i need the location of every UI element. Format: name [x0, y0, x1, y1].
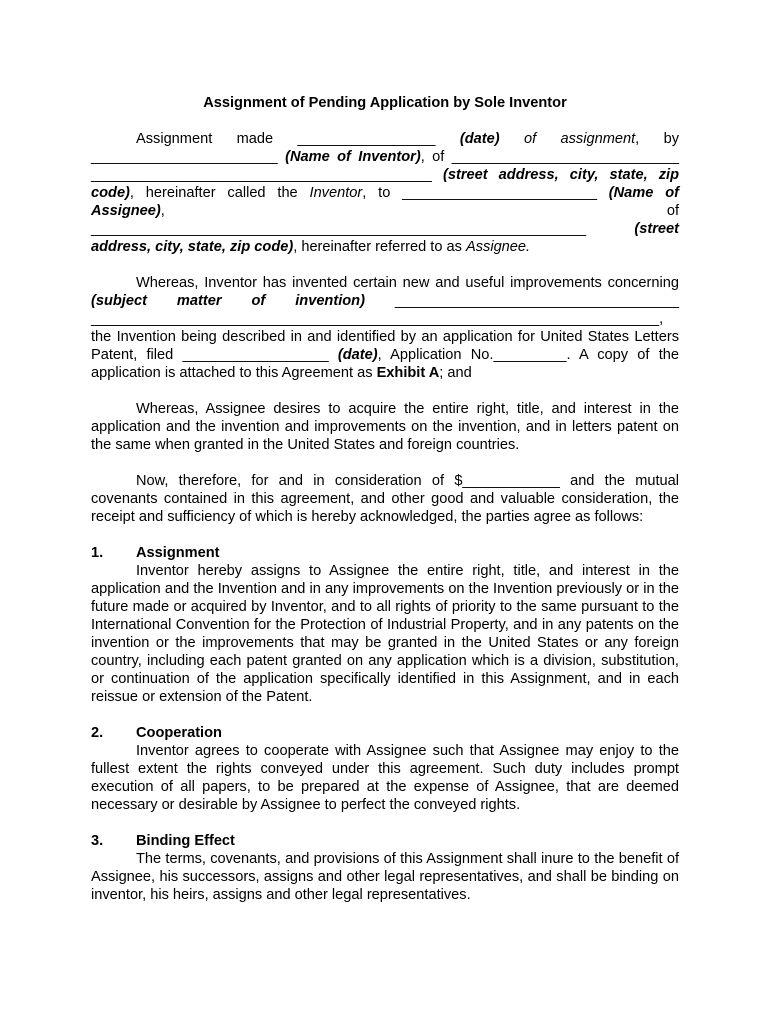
- section-number: 1.: [91, 545, 104, 561]
- assignee-term: Assignee.: [466, 239, 531, 255]
- whereas-text: ; and: [439, 365, 472, 381]
- preamble-text: [500, 131, 524, 147]
- section-heading: [91, 544, 679, 562]
- whereas-assignee-paragraph: Whereas, Assignee desires to acquire the entire right, title, and interest in the application and the invention and improvements on the invention, and in letters patent on the same when granted in the United States and foreign countries.: [91, 401, 679, 453]
- whereas-text: , Application No._________. A copy of the application is attached to this Agreement as: [91, 347, 679, 381]
- preamble-text: , by _______________________: [91, 131, 679, 165]
- section-number: 3.: [91, 833, 104, 849]
- preamble-italic: of assignment: [523, 131, 636, 147]
- section-binding-effect: [91, 832, 679, 904]
- assignee-name-placeholder: (Name of Assignee): [91, 185, 679, 219]
- section-title: Binding Effect: [136, 833, 235, 849]
- section-body: The terms, covenants, and provisions of this Assignment shall inure to the benefit of Assignee, his successors, assigns and other legal representatives, and shall be binding on inventor, his heirs, assigns and other legal representatives.: [91, 851, 679, 903]
- inventor-term: Inventor: [309, 185, 363, 201]
- preamble-text: , hereinafter referred to as: [293, 239, 466, 255]
- section-assignment: [91, 544, 679, 706]
- document-title: Assignment of Pending Application by Sole Inventor: [203, 95, 567, 111]
- preamble-text: Assignment made _________________: [136, 131, 460, 147]
- preamble-paragraph: [91, 130, 679, 256]
- section-number: 2.: [91, 725, 104, 741]
- whereas-invention-paragraph: [91, 274, 679, 382]
- whereas-text: Whereas, Inventor has invented certain new and useful improvements concerning: [136, 275, 679, 291]
- filing-date-placeholder: (date): [337, 347, 378, 363]
- exhibit-reference: Exhibit A: [376, 365, 440, 381]
- preamble-text: , to ________________________: [362, 185, 609, 201]
- section-title: Cooperation: [136, 725, 222, 741]
- date-placeholder: (date): [459, 131, 500, 147]
- inventor-address-placeholder: (street address, city, state, zip code): [91, 167, 680, 201]
- preamble-text: , of _____________________________________________________________: [91, 203, 679, 237]
- section-body: Inventor hereby assigns to Assignee the entire right, title, and interest in the application and the Invention and in any improvements on the Invention previously or in the future made or acquired by Inventor, and to all rights of priority to the same pursuant to the International Convention for the Protection of Industrial Property, and in any patents on the invention or the improvements that may be granted in the United States or any foreign country, including each patent granted on any application which is a division, substitution, or continuation of the application specifically identified in this Assignment, and in each reissue or extension of the Patent.: [91, 563, 679, 705]
- section-body: Inventor agrees to cooperate with Assignee such that Assignee may enjoy to the fullest extent the rights conveyed under this agreement. Such duty includes prompt execution of all papers, to be prepared at the expense of Assignee, that are deemed necessary or desirable by Assignee to perfect the conveyed rights.: [91, 743, 679, 813]
- whereas-text: ___________________________________ ______________________________________________________________________, the Invention being described in and identified by an application for United States Letters Patent, filed __________________: [91, 293, 679, 363]
- subject-matter-placeholder: (subject matter of invention): [91, 293, 365, 309]
- document-body: [91, 94, 679, 922]
- section-heading: [91, 832, 679, 850]
- preamble-text: , hereinafter called the: [129, 185, 310, 201]
- section-heading: [91, 724, 679, 742]
- now-therefore-paragraph: Now, therefore, for and in consideration of $____________ and the mutual covenants contained in this agreement, and other good and valuable consideration, the receipt and sufficiency of which is hereby acknowledged, the parties agree as follows:: [91, 473, 679, 525]
- inventor-name-placeholder: (Name of Inventor): [285, 149, 421, 165]
- preamble-text: , of ____________________________ __________________________________________: [91, 149, 680, 183]
- assignee-address-placeholder: (street address, city, state, zip code): [91, 221, 679, 255]
- section-title: Assignment: [136, 545, 220, 561]
- section-cooperation: [91, 724, 679, 814]
